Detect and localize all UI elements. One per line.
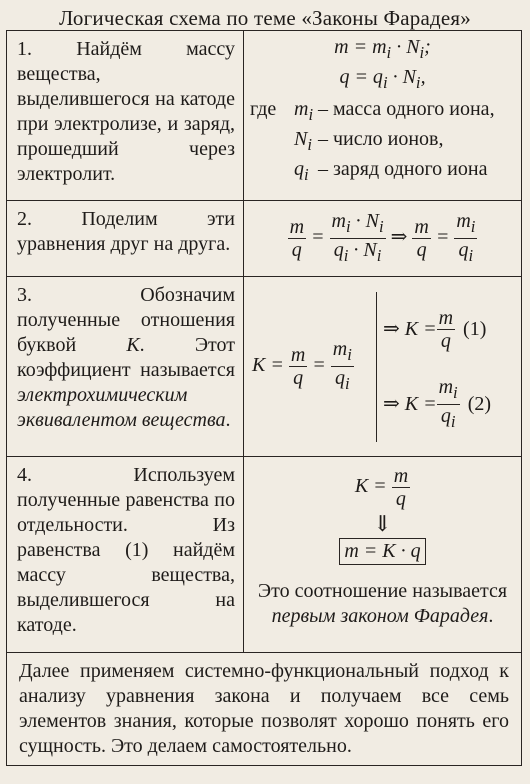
step-3-formulas — [244, 277, 522, 457]
step-2-formula — [244, 201, 522, 277]
first-law-formula: m = K · q — [250, 538, 515, 565]
definition-count: $N_i$ – число ионов, — [294, 128, 444, 154]
page-title: Логическая схема по теме «Законы Фарадея» — [59, 6, 471, 30]
step-1-text: 1. Найдём массу вещества, выделившегося на катоде при электролизе, и заряд, прошедший через электролит. — [7, 31, 244, 201]
footer-text: Далее применяем системно-функциональный подход к анализу уравнения закона и получаем все семь элементов знания, которые позволят хорошо понять его сущность. Это делаем самостоятельно. — [7, 653, 522, 766]
table-row — [7, 31, 522, 201]
mass-formula: $m = m_i \cdot N_i$; — [334, 36, 431, 62]
definition-mass: где $m_i$ – масса одного иона, — [250, 98, 495, 124]
step-1-formulas — [244, 31, 522, 201]
step-2-text: 2. Поделим эти уравнения друг на друга. — [7, 201, 244, 277]
first-law-note: Это соотношение называется первым законом Фарадея. — [257, 580, 508, 627]
ratio-formula: $\frac{m}{q}$ = $\frac{m_i \cdot N_i}{q_i \cdot N_i}$ ⇒ $\frac{m}{q}$ = $\frac{m_i}{q_i}$ — [289, 210, 476, 265]
definitions — [250, 97, 515, 187]
down-arrow-icon: ⇓ — [373, 511, 392, 536]
table-row — [7, 653, 522, 766]
definition-charge: $q_i$ – заряд одного иона — [294, 158, 488, 184]
equation-2: ⇒ K = $\frac{m_i}{q_i}$ (2) — [383, 375, 492, 431]
equation-1: ⇒ K = $\frac{m}{q}$ (1) — [383, 306, 487, 352]
coefficient-formulas — [250, 292, 515, 442]
step-3-text: 3. Обозначим полученные отношения буквой K. Этот коэффициент называется электрохимическим эквивалентом вещества. — [7, 277, 244, 457]
step-4-formulas — [244, 457, 522, 653]
logic-scheme-table — [6, 30, 522, 766]
table-row — [7, 201, 522, 277]
table-row — [7, 277, 522, 457]
charge-formula: $q = q_i \cdot N_i$, — [339, 66, 426, 92]
k-formula: K = $\frac{m}{q}$ — [354, 465, 409, 510]
step-4-text: 4. Используем полученные равенства по отдельности. Из равенства (1) найдём массу вещества, выделившегося на катоде. — [7, 457, 244, 653]
table-row — [7, 457, 522, 653]
coefficient-definition: K = $\frac{m}{q}$ = $\frac{m_i}{q_i}$ — [252, 338, 352, 393]
